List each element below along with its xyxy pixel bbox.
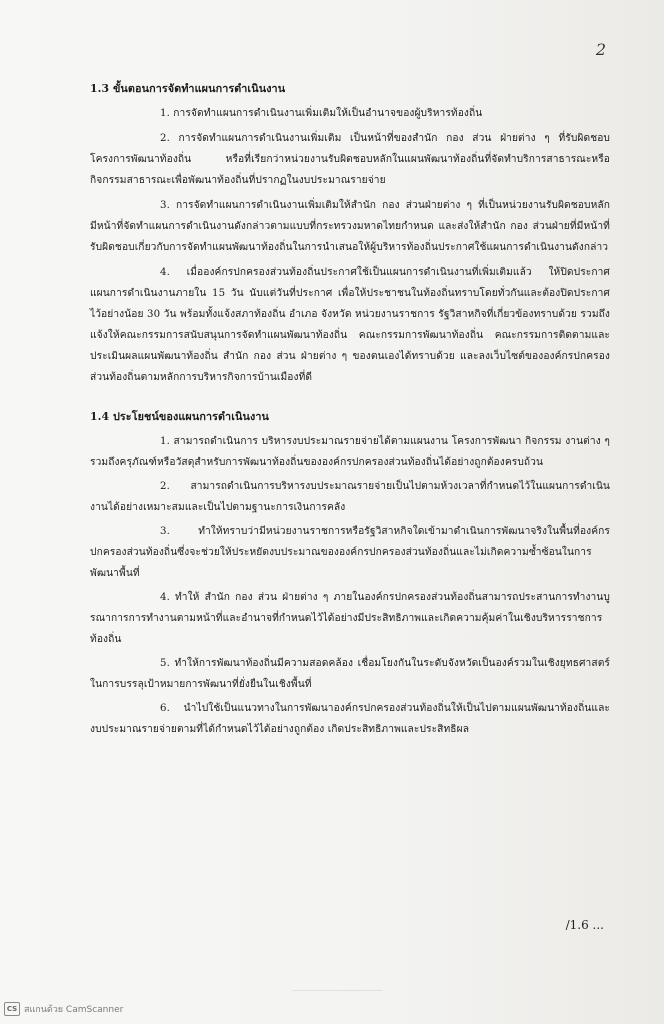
- section-1-4-item-3: 3. ทำให้ทราบว่ามีหน่วยงานราชการหรือรัฐวิสาหกิจใดเข้ามาดำเนินการพัฒนาจริงในพื้นที่องค์กรปกครองส่วนท้องถิ่นซึ่งจะช่วยให้ประหยัดงบประมาณขององค์กรปกครองส่วนท้องถิ่นและไม่เกิดความซ้ำซ้อนในการพัฒนาพื้นที่: [90, 526, 610, 579]
- section-1-4-item-2: 2. สามารถดำเนินการบริหารงบประมาณรายจ่ายเป็นไปตามห้วงเวลาที่กำหนดไว้ในแผนการดำเนินงานได้อย่างเหมาะสมและเป็นไปตามฐานะการเงินการคลัง: [90, 481, 610, 513]
- section-1-3-item-1: 1. การจัดทำแผนการดำเนินงานเพิ่มเติมให้เป็นอำนาจของผู้บริหารท้องถิ่น: [160, 108, 483, 119]
- section-1-4-item-1: 1. สามารถดำเนินการ บริหารงบประมาณรายจ่ายได้ตามแผนงาน โครงการพัฒนา กิจกรรม งานต่าง ๆ รวมถึงครุภัณฑ์หรือวัสดุสำหรับการพัฒนาท้องถิ่นขององค์กรปกครองส่วนท้องถิ่นได้อย่างถูกต้องครบถ้วน: [90, 436, 610, 468]
- next-page-reference: /1.6 ...: [565, 918, 604, 932]
- section-1-3-title: 1.3 ขั้นตอนการจัดทำแผนการดำเนินงาน: [90, 82, 286, 95]
- section-1-4-item-6: 6. นำไปใช้เป็นแนวทางในการพัฒนาองค์กรปกครองส่วนท้องถิ่นให้เป็นไปตามแผนพัฒนาท้องถิ่นและงบประมาณรายจ่ายตามที่ได้กำหนดไว้ได้อย่างถูกต้อง เกิดประสิทธิภาพและประสิทธิผล: [90, 703, 610, 735]
- section-1-4-item-4: 4. ทำให้ สำนัก กอง ส่วน ฝ่ายต่าง ๆ ภายในองค์กรปกครองส่วนท้องถิ่นสามารถประสานการทำงานบูรณาการการทำงานตามหน้าที่และอำนาจที่กำหนดไว้ได้อย่างมีประสิทธิภาพและเกิดความคุ้มค่าในเชิงบริหารราชการท้องถิ่น: [90, 592, 610, 645]
- section-1-4-item-5: 5. ทำให้การพัฒนาท้องถิ่นมีความสอดคล้อง เชื่อมโยงกันในระดับจังหวัดเป็นองค์รวมในเชิงยุทธศาสตร์ในการบรรลุเป้าหมายการพัฒนาที่ยั่งยืนในเชิงพื้นที่: [90, 658, 610, 690]
- section-1-3-item-4: 4. เมื่อองค์กรปกครองส่วนท้องถิ่นประกาศใช้เป็นแผนการดำเนินงานที่เพิ่มเติมแล้ว ให้ปิดประกาศแผนการดำเนินงานภายใน 15 วัน นับแต่วันที่ประกาศ เพื่อให้ประชาชนในท้องถิ่นทราบโดยทั่วกันและต้องปิดประกาศไว้อย่างน้อย 30 วัน พร้อมทั้งแจ้งสภาท้องถิ่น อำเภอ จังหวัด หน่วยงานราชการ รัฐวิสาหกิจที่เกี่ยวข้องทราบด้วย รวมถึงแจ้งให้คณะกรรมการสนับสนุนการจัดทำแผนพัฒนาท้องถิ่น คณะกรรมการพัฒนาท้องถิ่น คณะกรรมการติดตามและประเมินผลแผนพัฒนาท้องถิ่น สำนัก กอง ส่วน ฝ่ายต่าง ๆ ของตนเองได้ทราบด้วย และลงเว็บไซต์ขององค์กรปกครองส่วนท้องถิ่นตามหลักการบริหารกิจการบ้านเมืองที่ดี: [90, 267, 610, 383]
- scan-artifact: [292, 990, 382, 1003]
- section-1-3-item-3: 3. การจัดทำแผนการดำเนินงานเพิ่มเติมให้สำนัก กอง ส่วนฝ่ายต่าง ๆ ที่เป็นหน่วยงานรับผิดชอบหลักมีหน้าที่จัดทำแผนการดำเนินงานดังกล่าวตามแบบที่กระทรวงมหาดไทยกำหนด และส่งให้สำนัก กอง ส่วนฝ่ายที่มีหน้าที่รับผิดชอบเกี่ยวกับการจัดทำแผนพัฒนาท้องถิ่นในการนำเสนอให้ผู้บริหารท้องถิ่นประกาศใช้แผนการดำเนินงานดังกล่าว: [90, 200, 610, 253]
- document-body: [90, 78, 610, 743]
- camscanner-text: สแกนด้วย CamScanner: [24, 1005, 124, 1015]
- camscanner-logo-icon: CS: [4, 1002, 20, 1016]
- camscanner-watermark: [4, 1002, 123, 1016]
- section-1-4-title: 1.4 ประโยชน์ของแผนการดำเนินงาน: [90, 410, 269, 423]
- section-1-3-item-2: 2. การจัดทำแผนการดำเนินงานเพิ่มเติม เป็นหน้าที่ของสำนัก กอง ส่วน ฝ่ายต่าง ๆ ที่รับผิดชอบโครงการพัฒนาท้องถิ่น หรือที่เรียกว่าหน่วยงานรับผิดชอบหลักในแผนพัฒนาท้องถิ่นที่จัดทำบริการสาธารณะหรือกิจกรรมสาธารณะเพื่อพัฒนาท้องถิ่นที่ปรากฏในงบประมาณรายจ่าย: [90, 133, 610, 186]
- page-number: 2: [595, 40, 606, 59]
